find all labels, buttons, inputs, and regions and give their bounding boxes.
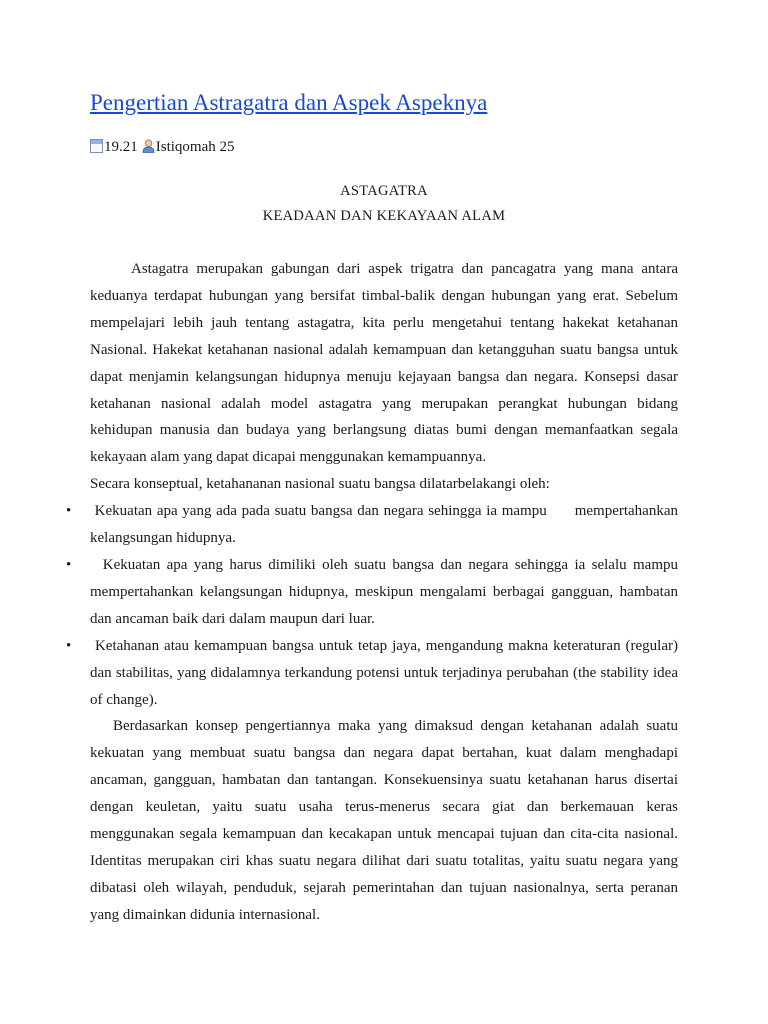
paragraph-conclusion: Berdasarkan konsep pengertiannya maka yang dimaksud dengan ketahanan adalah suatu kekuatan yang membuat suatu bangsa dan negara dapat bertahan, kuat dalam menghadapi ancaman, gangguan, hambatan dan tantangan. Konsekuensinya suatu ketahanan harus disertai dengan keuletan, yaitu suatu usaha terus-menerus secara giat dan berkemauan keras menggunakan segala kemampuan dan kecakapan untuk mencapai tujuan dan cita-cita nasional. Identitas merupakan ciri khas suatu negara dilihat dari suatu totalitas, yaitu suatu negara yang dibatasi oleh wilayah, penduduk, sejarah pemerintahan dan tujuan nasionalnya, serta peranan yang dimainkan didunia internasional. bbox=[90, 718, 678, 923]
paragraph-lead-in: Secara konseptual, ketahananan nasional suatu bangsa dilatarbelakangi oleh: bbox=[90, 476, 550, 493]
user-icon bbox=[142, 139, 155, 153]
post-time: 19.21 bbox=[104, 139, 138, 155]
post-author: Istiqomah 25 bbox=[155, 139, 235, 155]
document-page bbox=[66, 88, 682, 929]
bullet-icon: • bbox=[66, 556, 72, 573]
bullet-icon: • bbox=[66, 637, 72, 654]
section-subheading: KEADAAN DAN KEKAYAAN ALAM bbox=[262, 208, 506, 224]
list-item-text: Kekuatan apa yang ada pada suatu bangsa dan negara sehingga ia mampu mempertahankan kelangsungan hidupnya. bbox=[90, 503, 682, 547]
list-item bbox=[66, 633, 682, 714]
page-title-link[interactable]: Pengertian Astragatra dan Aspek Aspeknya bbox=[90, 90, 488, 115]
section-heading-astagatra: ASTAGATRA bbox=[340, 183, 428, 199]
paragraph-intro: Astagatra merupakan gabungan dari aspek trigatra dan pancagatra yang mana antara keduanya terdapat hubungan yang bersifat timbal-balik dengan hubungan yang erat. Sebelum mempelajari lebih jauh tentang astagatra, kita perlu mengetahui tentang hakekat ketahanan Nasional. Hakekat ketahanan nasional adalah kemampuan dan ketangguhan suatu bangsa untuk dapat menjamin kelangsungan hidupnya menuju kejayaan bangsa dan negara. Konsepsi dasar ketahanan nasional adalah model astagatra yang merupakan perangkat hubungan bidang kehidupan manusia dan budaya yang berlangsung diatas bumi dengan memanfaatkan segala kekayaan alam yang dapat dicapai menggunakan kemampuannya. bbox=[90, 261, 678, 466]
list-item-text: Kekuatan apa yang harus dimiliki oleh suatu bangsa dan negara sehingga ia selalu mampu mempertahankan kelangsungan hidupnya, meskipun mengalami berbagai gangguan, hambatan dan ancaman baik dari dalam maupun dari luar. bbox=[90, 556, 682, 627]
calendar-icon bbox=[90, 139, 103, 153]
post-meta bbox=[90, 137, 678, 157]
bullet-icon: • bbox=[66, 503, 72, 520]
list-item bbox=[66, 498, 682, 552]
list-item-text: Ketahanan atau kemampuan bangsa untuk tetap jaya, mengandung makna keteraturan (regular) dan stabilitas, yang didalamnya terkandung potensi untuk terjadinya perubahan (the stability idea of change). bbox=[90, 637, 682, 708]
article-body bbox=[66, 256, 682, 929]
list-item bbox=[66, 552, 682, 633]
